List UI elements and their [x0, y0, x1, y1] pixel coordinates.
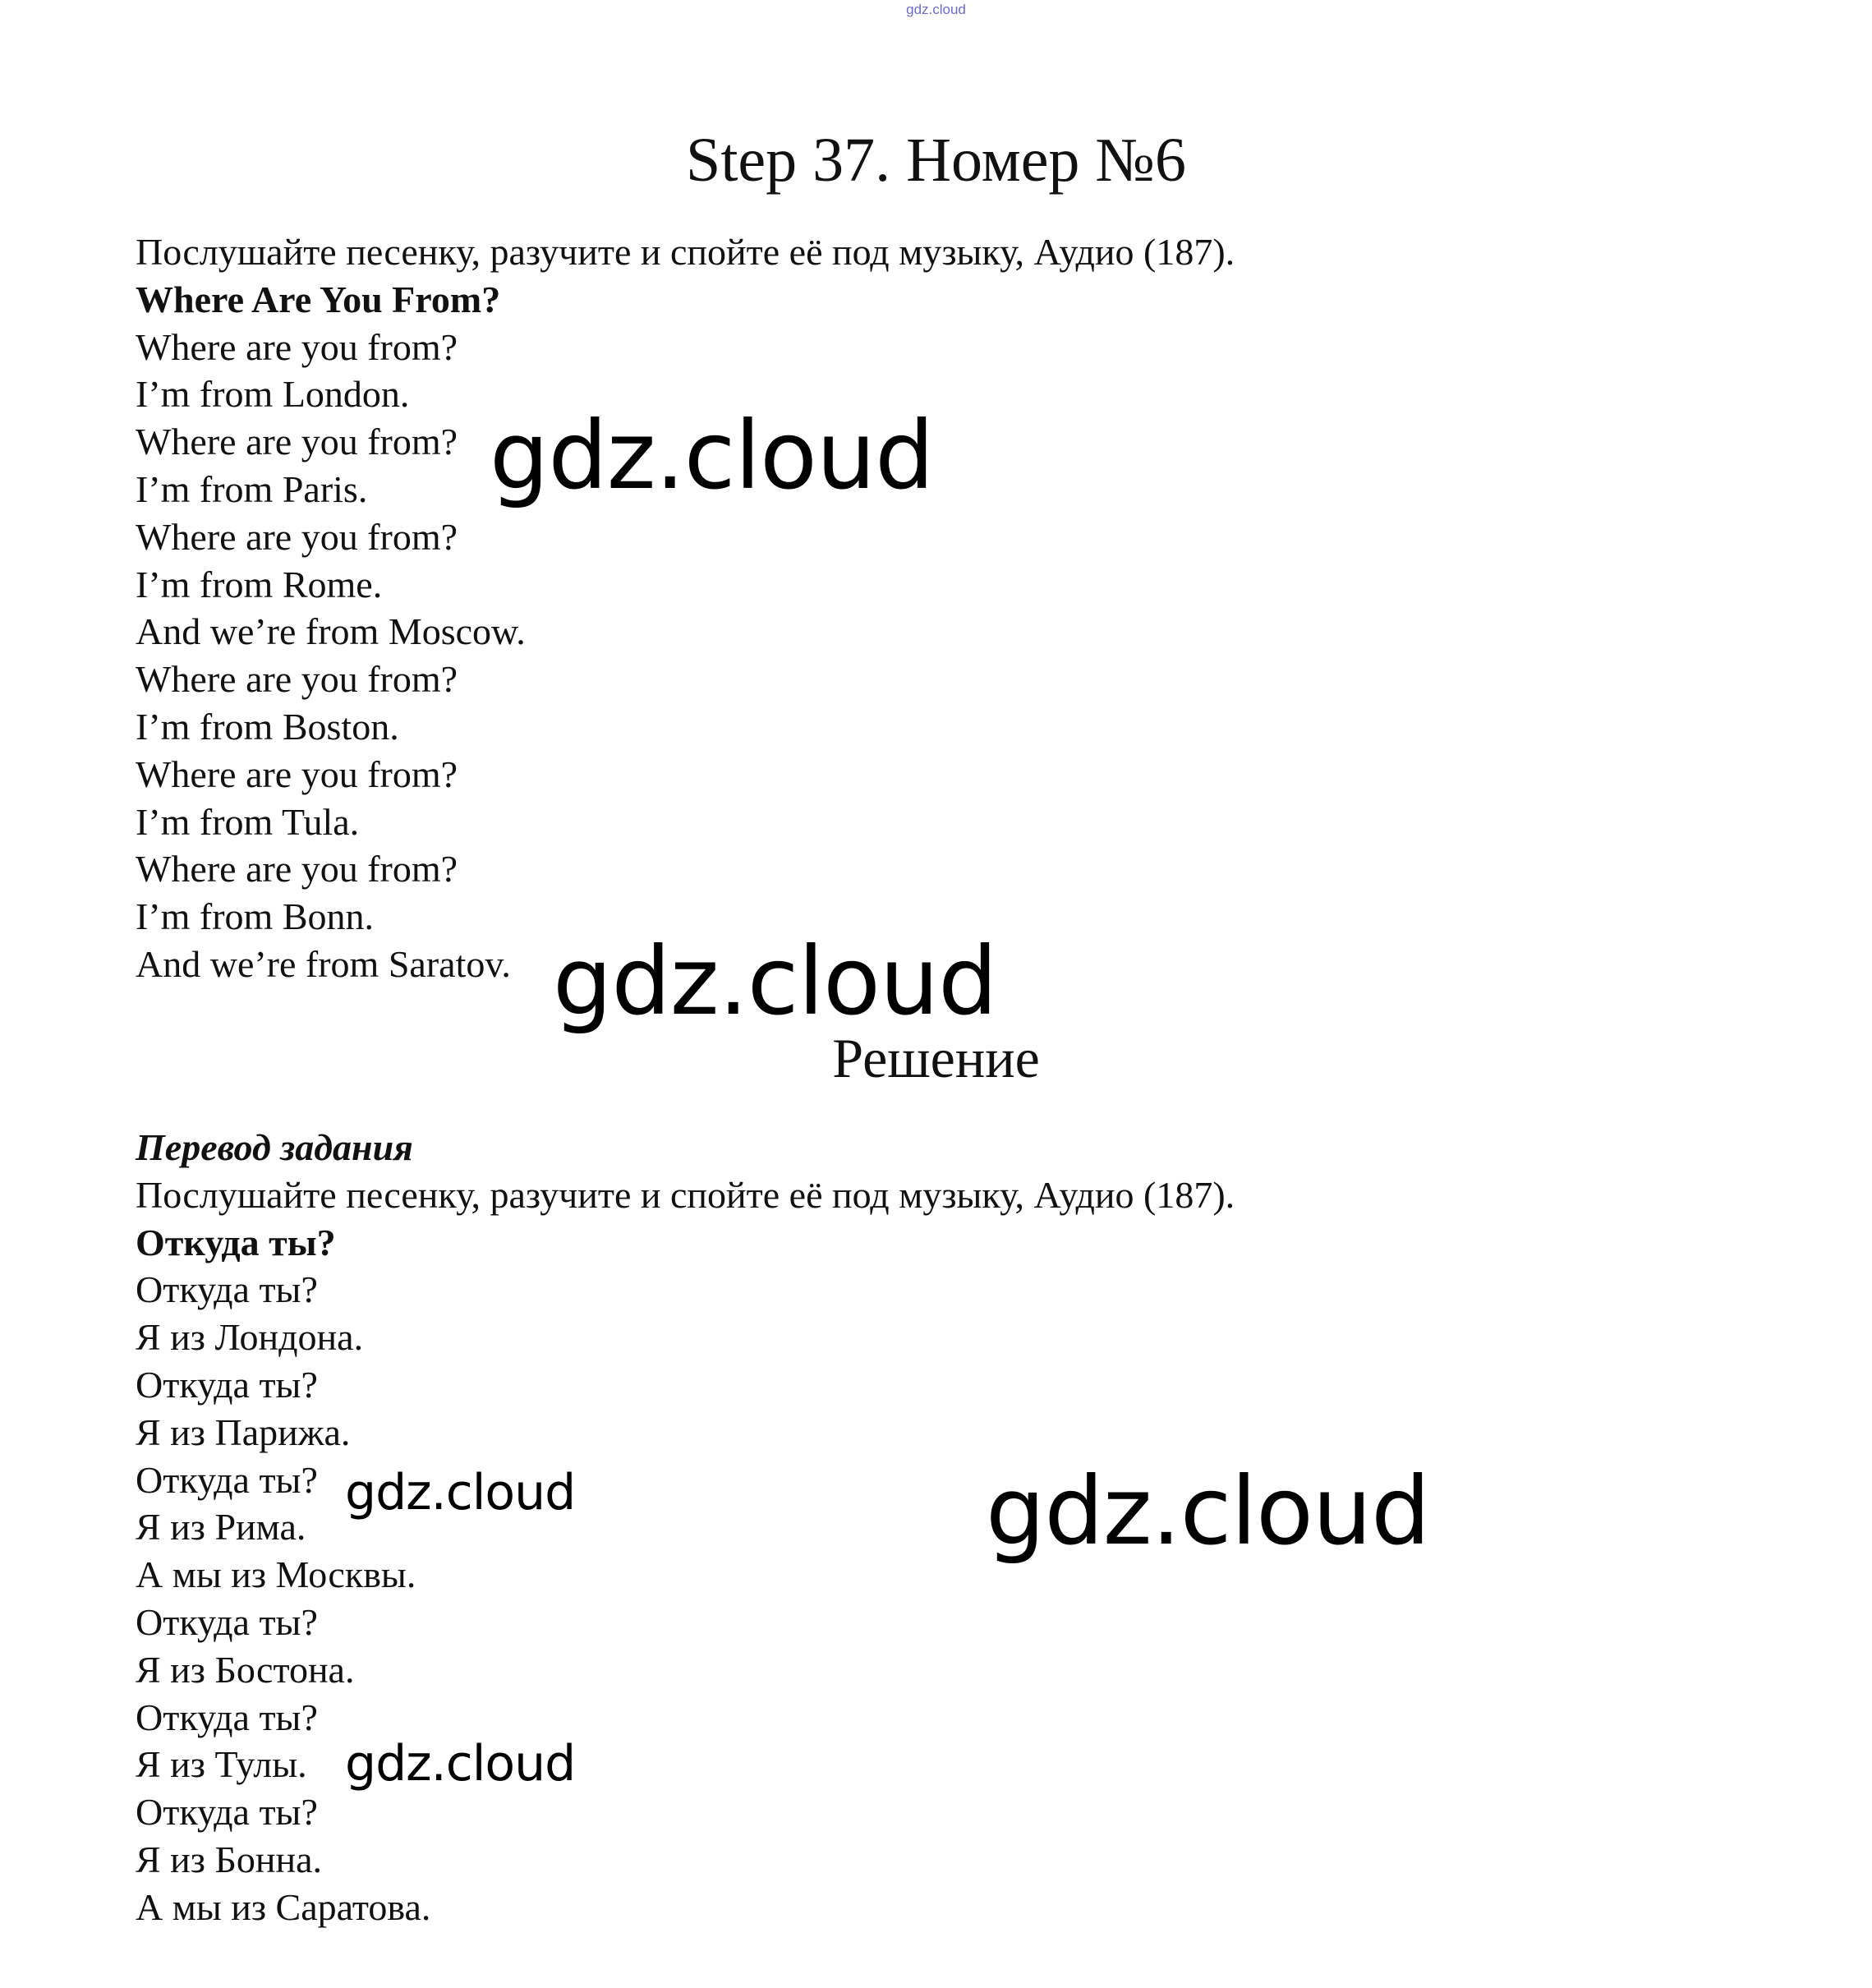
- watermark: gdz.cloud: [345, 1735, 576, 1792]
- song-line: I’m from Boston.: [136, 705, 399, 748]
- translated-line: Я из Бостона.: [136, 1648, 355, 1691]
- translation-instruction: Послушайте песенку, разучите и спойте её под музыку, Аудио (187).: [136, 1173, 1235, 1216]
- translated-line: Откуда ты?: [136, 1363, 318, 1406]
- song-line: I’m from London.: [136, 373, 410, 416]
- top-watermark: gdz.cloud: [906, 2, 966, 17]
- watermark: gdz.cloud: [553, 927, 997, 1036]
- page-title: Step 37. Номер №6: [686, 126, 1186, 195]
- translated-line: Откуда ты?: [136, 1600, 318, 1643]
- song-line: I’m from Paris.: [136, 467, 368, 510]
- translated-line: Я из Бонна.: [136, 1838, 323, 1880]
- song-line: Where are you from?: [136, 752, 458, 795]
- song-line: And we’re from Saratov.: [136, 942, 511, 985]
- song-line: Where are you from?: [136, 658, 458, 701]
- solution-heading: Решение: [832, 1027, 1040, 1089]
- watermark: gdz.cloud: [490, 401, 934, 510]
- watermark: gdz.cloud: [986, 1456, 1430, 1566]
- task-instruction: Послушайте песенку, разучите и спойте её под музыку, Аудио (187).: [136, 231, 1235, 273]
- translated-line: Откуда ты?: [136, 1458, 318, 1501]
- translated-line: Откуда ты?: [136, 1268, 318, 1311]
- song-line: I’m from Tula.: [136, 800, 360, 843]
- translated-line: Я из Лондона.: [136, 1316, 364, 1359]
- translated-line: Откуда ты?: [136, 1791, 318, 1834]
- song-title: Where Are You From?: [136, 278, 501, 320]
- translation-label: Перевод задания: [136, 1126, 413, 1168]
- translated-line: Откуда ты?: [136, 1696, 318, 1738]
- translated-line: Я из Парижа.: [136, 1410, 351, 1453]
- song-line: And we’re from Moscow.: [136, 610, 526, 653]
- song-line: Where are you from?: [136, 848, 458, 890]
- translated-line: Я из Тулы.: [136, 1743, 307, 1786]
- translated-line: А мы из Москвы.: [136, 1553, 416, 1596]
- task-block: [136, 228, 1235, 988]
- song-line: Where are you from?: [136, 325, 458, 368]
- song-line: Where are you from?: [136, 421, 458, 463]
- song-line: I’m from Bonn.: [136, 895, 375, 938]
- translated-line: А мы из Саратова.: [136, 1885, 431, 1928]
- watermark: gdz.cloud: [345, 1464, 576, 1521]
- translated-line: Я из Рима.: [136, 1506, 306, 1549]
- song-line: I’m from Rome.: [136, 563, 383, 605]
- song-line: Where are you from?: [136, 515, 458, 558]
- translated-song-title: Откуда ты?: [136, 1221, 336, 1263]
